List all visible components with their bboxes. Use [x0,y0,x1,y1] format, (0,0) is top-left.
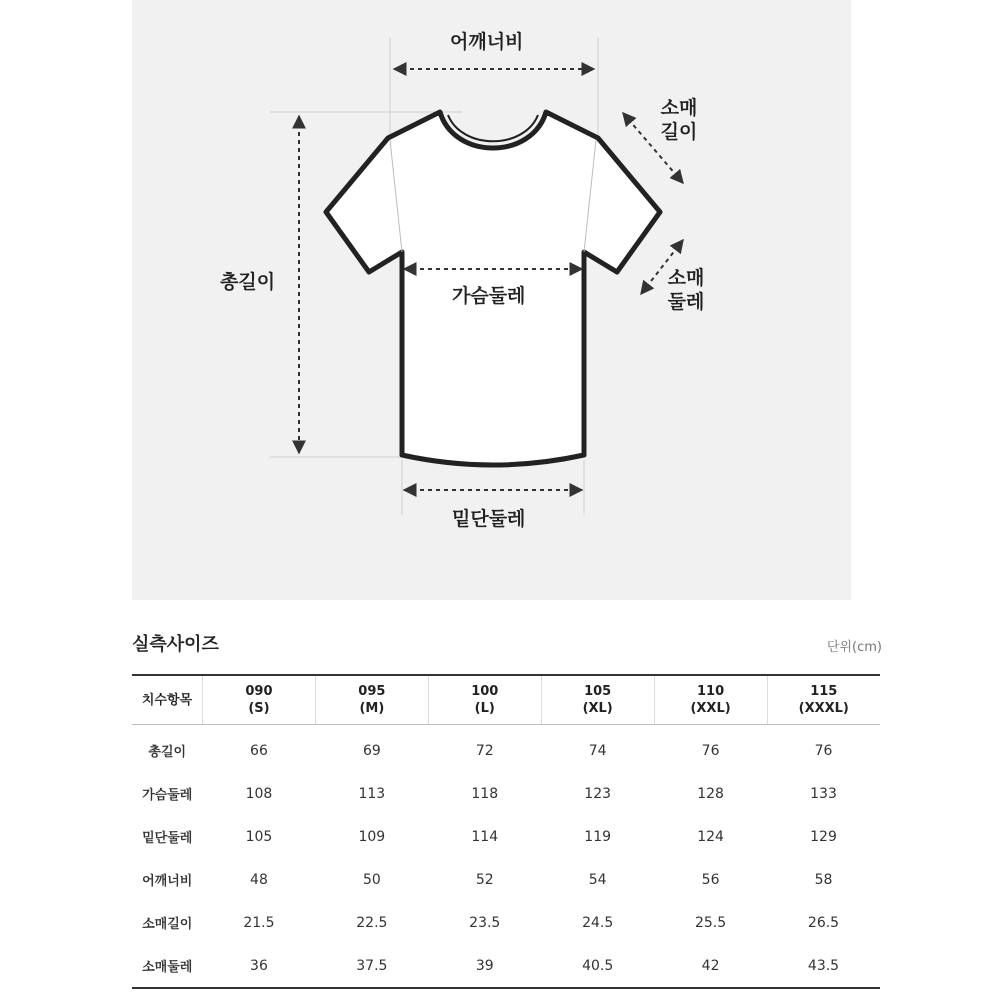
sleeve-circumference-label [656,266,716,314]
table-cell: 54 [588,871,607,888]
sleeve-length-label [649,96,709,144]
size-column-header [203,675,316,725]
table-cell: 22.5 [356,914,388,931]
table-cell: 36 [250,957,268,974]
table-cell: 124 [697,828,724,845]
table-cell: 43.5 [807,957,840,974]
row-label: 가슴둘레 [142,788,193,803]
table-cell: 76 [814,742,833,759]
table-cell: 56 [701,871,720,888]
size-code: 100 [471,684,499,699]
size-name: (L) [474,701,495,716]
table-cell: 108 [245,785,273,802]
table-cell: 52 [475,871,494,888]
table-cell: 123 [584,785,612,802]
size-diagram-panel [132,0,851,600]
table-cell: 42 [701,957,720,974]
table-cell: 72 [475,742,494,759]
table-cell: 129 [810,828,837,845]
table-cell: 118 [471,785,499,802]
table-row [132,725,880,773]
chest-label: 가슴둘레 [452,285,526,307]
size-column-header [428,675,541,725]
size-column-header [767,675,880,725]
table-cell: 48 [250,871,268,888]
table-cell: 25.5 [694,914,727,931]
size-column-header [541,675,654,725]
row-label: 총길이 [148,745,187,760]
row-label: 어깨너비 [142,874,193,889]
table-cell: 76 [701,742,720,759]
corner-header: 치수항목 [132,675,203,725]
size-name: (M) [359,701,385,716]
size-name: (XXL) [690,701,731,716]
size-code: 110 [697,684,725,699]
table-cell: 74 [588,742,607,759]
size-code: 105 [584,684,612,699]
row-label: 밑단둘레 [142,831,193,846]
unit-note: 단위(cm) [826,640,882,655]
table-cell: 114 [471,828,499,845]
table-cell: 109 [358,828,386,845]
size-name: (S) [248,701,270,716]
sleeve-length-label-line1: 소매 [660,97,698,119]
table-row [132,901,880,944]
table-cell: 24.5 [582,914,614,931]
table-cell: 58 [814,871,833,888]
size-name: (XL) [582,701,613,716]
size-table [132,674,880,989]
table-cell: 69 [362,742,381,759]
table-cell: 50 [362,871,381,888]
table-cell: 128 [697,785,724,802]
table-cell: 66 [250,742,268,759]
table-cell: 37.5 [356,957,388,974]
table-cell: 113 [358,785,386,802]
table-row [132,772,880,815]
hem-label: 밑단둘레 [452,508,526,530]
table-cell: 39 [475,957,494,974]
shoulder-width-label: 어깨너비 [450,31,524,53]
size-code: 115 [810,684,838,699]
size-name: (XXXL) [798,701,849,716]
row-label: 소매길이 [142,917,193,932]
row-label: 소매둘레 [142,960,193,975]
sleeve-circ-label-line2: 둘레 [667,291,705,313]
size-column-header [315,675,428,725]
size-code: 090 [245,684,273,699]
table-cell: 105 [245,828,273,845]
table-header-row [132,675,880,725]
sleeve-circ-label-line1: 소매 [667,267,705,289]
table-cell: 26.5 [807,914,840,931]
table-cell: 119 [584,828,612,845]
table-cell: 133 [810,785,837,802]
total-length-label: 총길이 [220,271,276,293]
section-title: 실측사이즈 [132,634,219,655]
size-column-header [654,675,767,725]
table-cell: 40.5 [582,957,614,974]
table-cell: 21.5 [243,914,275,931]
sleeve-length-label-line2: 길이 [660,121,698,143]
table-row [132,858,880,901]
table-row [132,815,880,858]
table-row [132,944,880,988]
size-code: 095 [358,684,386,699]
table-cell: 23.5 [469,914,501,931]
